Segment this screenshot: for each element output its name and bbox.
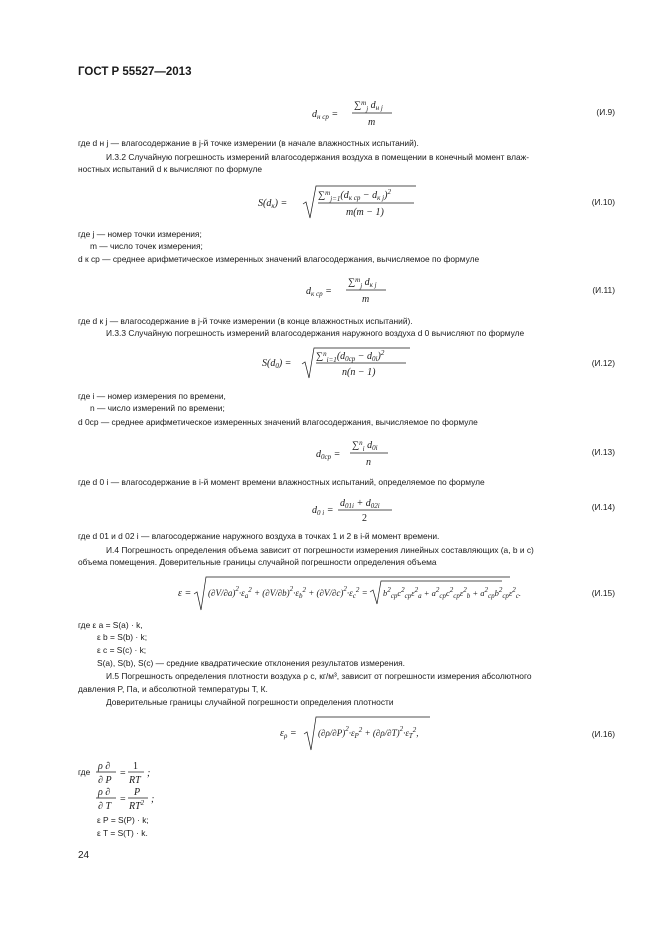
svg-text:S(dк) =: $S(d_к)$ = xyxy=(258,198,288,210)
paragraph: Доверительные границы случайной погрешности определения плотности xyxy=(106,697,394,707)
equation-number: (И.16) xyxy=(591,729,615,739)
equation-number: (И.10) xyxy=(591,197,615,207)
svg-text:=: = xyxy=(120,768,126,779)
svg-text:ρ ∂: ρ ∂ xyxy=(98,787,111,798)
paragraph: где d к j — влагосодержание в j-й точке измерении (в конце влажностных испытаний). xyxy=(78,316,413,326)
svg-text:d0ср =: $d_{0ср}$ = xyxy=(316,449,341,461)
paragraph: И.3.2 Случайную погрешность измерений влагосодержания воздуха в помещении в конечный момент влаж- xyxy=(106,152,530,162)
svg-text:∑mj=1(dк ср − dк j)2: $\sum^m_{j=1}(d_{к ср} - d_{к j})^2$ xyxy=(318,188,391,203)
svg-text:m(m − 1): m(m − 1) xyxy=(346,207,384,218)
paragraph: где i — номер измерения по времени, xyxy=(78,391,226,401)
svg-text:m: m xyxy=(368,117,376,128)
svg-text:∑ni d0i: ∑$^n_i$ $d_{0i}$ xyxy=(352,439,378,453)
svg-text:ε =: ε = xyxy=(178,588,192,599)
svg-text:∂ T: ∂ T xyxy=(98,801,112,812)
svg-text:∑ni=1(d0ср − d0i)2: $\sum^n_{i=1}(d_{0ср} - d_{0i})^2$ xyxy=(316,349,385,364)
paragraph: где d 0 i — влагосодержание в i-й момент времени влажностных испытаний, определяемое по формуле xyxy=(78,477,485,487)
svg-text:n(n − 1): n(n − 1) xyxy=(342,367,376,378)
svg-text:ρ ∂: ρ ∂ xyxy=(98,761,111,772)
paragraph: ε b = S(b) · k; xyxy=(97,632,148,642)
svg-text:d0 i =: $d_{0 i}$ = xyxy=(312,505,334,517)
formula-i9 xyxy=(312,98,422,130)
paragraph: ε P = S(P) · k; xyxy=(97,815,149,825)
svg-text:b2срc2срε2a + a2срc2срε2b + a2: $b^2_{ср}c^2_{ср}\varepsilon^2_a + a^2_{ср}c^2_{ср}\varepsilon^2_b + a^2_{ср}b^2_{ср}\varepsilon^2_c$. xyxy=(383,586,522,600)
svg-text:ερ =: $\varepsilon_\rho$ = xyxy=(280,728,297,740)
equation-number: (И.15) xyxy=(591,588,615,598)
page-number: 24 xyxy=(78,850,90,861)
svg-text:1: 1 xyxy=(133,761,138,772)
paragraph: d к ср — среднее арифметическое измеренных значений влагосодержания, вычисляемое по формуле xyxy=(78,254,480,264)
paragraph: ностных испытаний d к вычисляют по формуле xyxy=(78,164,263,174)
svg-text:(∂ρ/∂P)2·εP2 + (∂ρ/∂T)2·εT2,: $(\partial\rho/\partial P)^2\cdot\varepsilon_P^2 + (\partial\rho/\partial T)^2\cdot\varepsilon_T^2$, xyxy=(318,725,419,740)
svg-text:∑mj dк j: ∑$^m_j$ $d_{к j}$ xyxy=(348,276,377,290)
paragraph: где j — номер точки измерения; xyxy=(78,229,202,239)
paragraph: m — число точек измерения; xyxy=(90,241,203,251)
svg-text:;: ; xyxy=(147,768,151,779)
paragraph: И.4 Погрешность определения объема зависит от погрешности измерения линейных составляющих (a, b и c) xyxy=(106,545,534,555)
paragraph: объема помещения. Доверительные границы случайной погрешности определения объема xyxy=(78,557,437,567)
svg-text:где: где xyxy=(78,767,91,777)
equation-number: (И.13) xyxy=(591,447,615,457)
formula-i13 xyxy=(316,438,416,470)
equation-number: (И.12) xyxy=(591,358,615,368)
svg-text:S(d0) =: $S(d_0)$ = xyxy=(262,358,292,370)
formula-i10 xyxy=(258,182,428,224)
svg-text:∑mj dн j: ∑$^m_j$ $d_{н j}$ xyxy=(354,99,383,113)
svg-text:dн ср =: $d_{н ср}$ = xyxy=(312,109,339,121)
paragraph: давления P, Па, и абсолютной температуры T, К. xyxy=(78,684,268,694)
document-header: ГОСТ Р 55527—2013 xyxy=(78,66,192,78)
paragraph: где d н j — влагосодержание в j-й точке измерении (в начале влажностных испытаний). xyxy=(78,138,419,148)
paragraph: n — число измерений по времени; xyxy=(90,403,225,413)
svg-text:(∂V/∂a)2·εa2 + (∂V/∂b)2·εb2 +: $(\partial V/\partial a)^2\cdot\varepsilon_a^2 + (\partial V/\partial b)^2\cdot\varepsilon_b^2 + (\partial V/\partial c)^2\cdot\varepsilon_c^2$ = xyxy=(208,585,368,600)
paragraph: S(a), S(b), S(c) — средние квадратические отклонения результатов измерения. xyxy=(97,658,406,668)
paragraph: ε T = S(T) · k. xyxy=(97,828,148,838)
svg-text:RT: RT xyxy=(129,775,141,786)
paragraph: d 0ср — среднее арифметическое измеренных значений влагосодержания, вычисляемое по формуле xyxy=(78,417,478,427)
svg-text:2: 2 xyxy=(362,513,367,524)
formula-i16 xyxy=(280,714,440,756)
svg-text:P: P xyxy=(134,787,141,798)
formula-i12 xyxy=(262,346,422,382)
equation-number: (И.11) xyxy=(592,285,615,295)
svg-text:d01i + d02i: $d_{01i} + d_{02i}$ xyxy=(340,498,380,510)
svg-text:m: m xyxy=(362,294,370,305)
paragraph: И.3.3 Случайную погрешность измерений влагосодержания наружного воздуха d 0 вычисляют по формуле xyxy=(106,328,525,338)
paragraph: И.5 Погрешность определения плотности воздуха ρ с, кг/м³, зависит от погрешности измерения абсолютного xyxy=(106,671,532,681)
svg-text:RT2: $RT^2$ xyxy=(129,799,145,812)
formula-i14 xyxy=(312,496,412,528)
svg-text:n: n xyxy=(366,457,371,468)
equation-number: (И.9) xyxy=(596,107,615,117)
equation-number: (И.14) xyxy=(591,502,615,512)
paragraph: где d 01 и d 02 i — влагосодержание наружного воздуха в точках 1 и 2 в i-й момент времени. xyxy=(78,531,440,541)
svg-text:dк ср =: $d_{к ср}$ = xyxy=(306,286,332,298)
formula-derivative-t xyxy=(96,786,196,818)
formula-i11 xyxy=(306,275,416,307)
svg-text:=: = xyxy=(120,794,126,805)
svg-text:∂ P: ∂ P xyxy=(98,775,112,786)
paragraph: ε c = S(c) · k; xyxy=(97,645,147,655)
svg-text:;: ; xyxy=(151,794,155,805)
formula-i15-rhs xyxy=(370,578,522,610)
paragraph: где ε a = S(a) · k, xyxy=(78,620,143,630)
